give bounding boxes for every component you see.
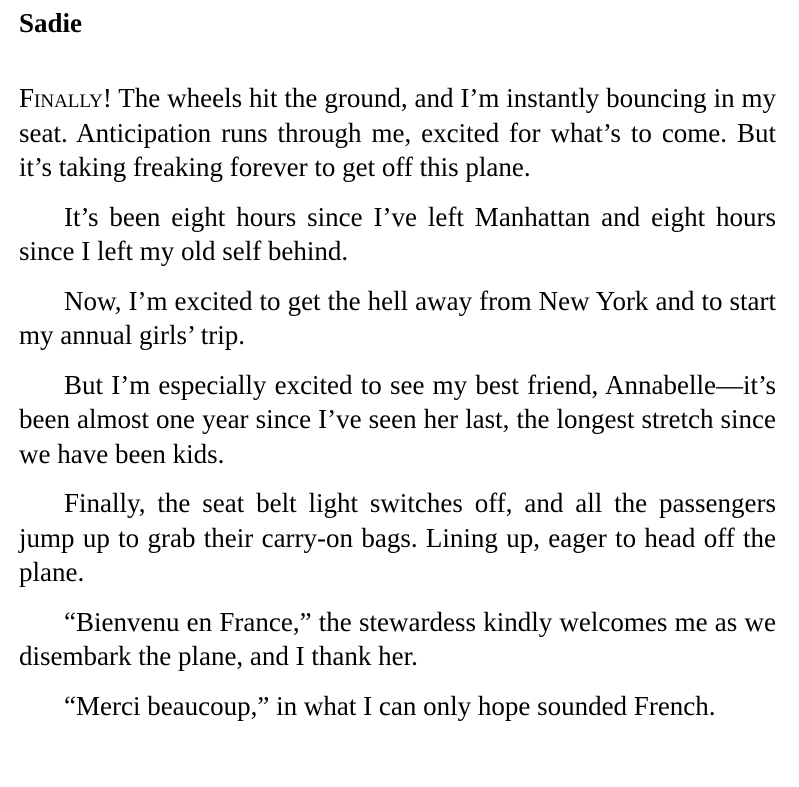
paragraph-1-lead: Finally <box>19 83 103 113</box>
paragraph-7: “Merci beaucoup,” in what I can only hope sounded French. <box>64 690 716 721</box>
paragraph-5: Finally, the seat belt light switches off, and all the passengers jump up to grab their carry-on bags. Lining up, eager to head off the plane. <box>19 488 776 587</box>
paragraph-2: It’s been eight hours since I’ve left Manhattan and eight hours since I left my old self behind. <box>19 201 776 266</box>
paragraph-6: “Bienvenu en France,” the stewardess kindly welcomes me as we disembark the plane, and I thank her. <box>19 606 776 671</box>
paragraph-4: But I’m especially excited to see my best friend, Annabelle—it’s been almost one year since I’ve seen her last, the longest stretch since we have been kids. <box>19 369 776 469</box>
paragraph-3: Now, I’m excited to get the hell away from New York and to start my annual girls’ trip. <box>19 285 776 350</box>
chapter-heading: Sadie <box>19 8 83 38</box>
paragraph-1-text: ! The wheels hit the ground, and I’m instantly bouncing in my seat. Anticipation runs through me, excited for what’s to come. But it’s taking freaking forever to get off this plane. <box>19 83 776 182</box>
paragraph-1 <box>19 81 776 185</box>
